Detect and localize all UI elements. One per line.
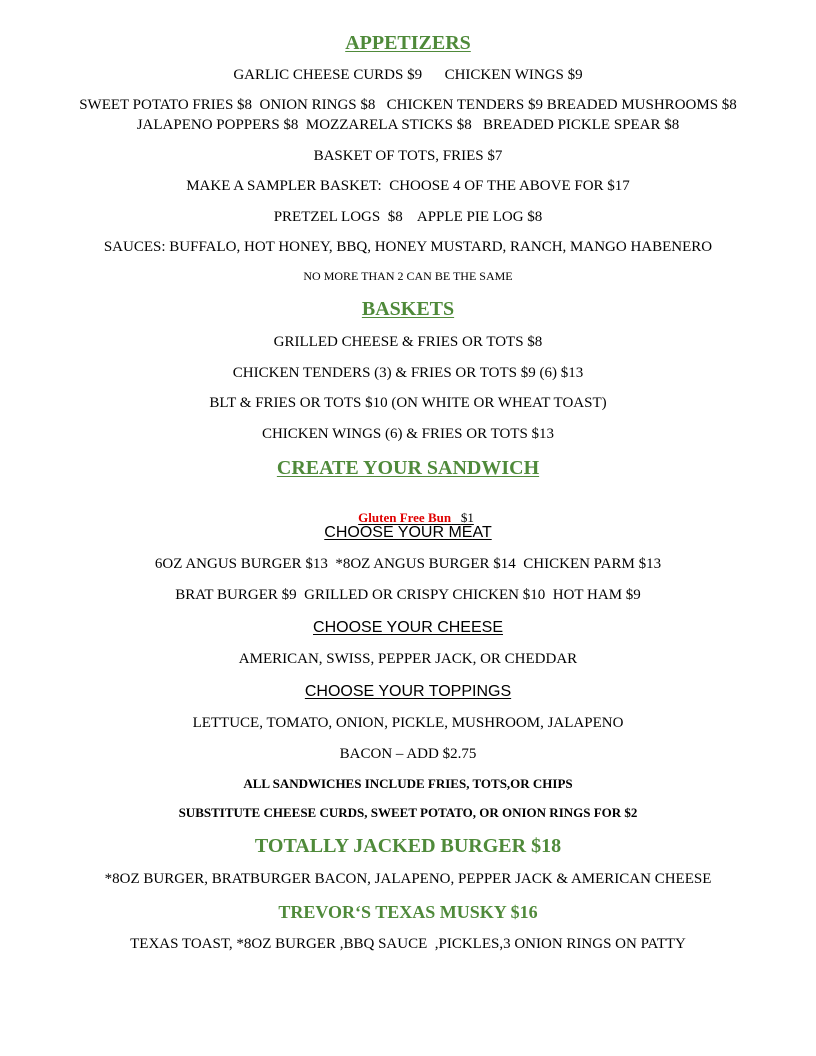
appetizers-line-4: BASKET OF TOTS, FRIES $7: [313, 148, 503, 164]
baskets-line-1: GRILLED CHEESE & FRIES OR TOTS $8: [273, 334, 543, 350]
texas-musky-heading: TREVOR‘S TEXAS MUSKY $16: [278, 902, 538, 922]
appetizers-heading: APPETIZERS: [345, 32, 471, 54]
gluten-free-label: Gluten Free Bun: [358, 510, 452, 525]
sauces-note: NO MORE THAN 2 CAN BE THE SAME: [303, 269, 513, 283]
cheese-line: AMERICAN, SWISS, PEPPER JACK, OR CHEDDAR: [238, 651, 578, 667]
texas-musky-description: TEXAS TOAST, *8OZ BURGER ,BBQ SAUCE ,PICKLES,3 ONION RINGS ON PATTY: [130, 936, 686, 952]
bacon-line: BACON – ADD $2.75: [339, 746, 477, 762]
jacked-burger-description: *8OZ BURGER, BRATBURGER BACON, JALAPENO, PEPPER JACK & AMERICAN CHEESE: [104, 871, 712, 887]
baskets-line-4: CHICKEN WINGS (6) & FRIES OR TOTS $13: [261, 426, 555, 442]
appetizers-line-3: JALAPENO POPPERS $8 MOZZARELA STICKS $8 BREADED PICKLE SPEAR $8: [136, 117, 680, 133]
gluten-free-bun-option: [358, 510, 474, 525]
choose-toppings-heading: CHOOSE YOUR TOPPINGS: [304, 683, 512, 700]
baskets-heading: BASKETS: [361, 298, 455, 320]
sandwich-substitute-note: SUBSTITUTE CHEESE CURDS, SWEET POTATO, OR ONION RINGS FOR $2: [178, 805, 638, 820]
appetizers-line-5: MAKE A SAMPLER BASKET: CHOOSE 4 OF THE ABOVE FOR $17: [186, 178, 630, 194]
appetizers-line-6: PRETZEL LOGS $8 APPLE PIE LOG $8: [273, 209, 543, 225]
sandwich-heading: CREATE YOUR SANDWICH: [276, 457, 540, 479]
sauces-line: SAUCES: BUFFALO, HOT HONEY, BBQ, HONEY MUSTARD, RANCH, MANGO HABENERO: [103, 239, 713, 255]
appetizers-line-1: GARLIC CHEESE CURDS $9 CHICKEN WINGS $9: [233, 67, 583, 83]
meat-line-2: BRAT BURGER $9 GRILLED OR CRISPY CHICKEN $10 HOT HAM $9: [175, 587, 641, 603]
gluten-free-price: $1: [460, 510, 474, 525]
baskets-line-3: BLT & FRIES OR TOTS $10 (ON WHITE OR WHEAT TOAST): [209, 395, 607, 411]
toppings-line: LETTUCE, TOMATO, ONION, PICKLE, MUSHROOM, JALAPENO: [192, 715, 624, 731]
meat-line-1: 6OZ ANGUS BURGER $13 *8OZ ANGUS BURGER $14 CHICKEN PARM $13: [154, 556, 662, 572]
choose-cheese-heading: CHOOSE YOUR CHEESE: [313, 619, 503, 636]
choose-meat-heading: CHOOSE YOUR MEAT: [324, 524, 492, 541]
sandwich-includes-note: ALL SANDWICHES INCLUDE FRIES, TOTS,OR CHIPS: [243, 776, 573, 791]
jacked-burger-heading: TOTALLY JACKED BURGER $18: [254, 835, 562, 857]
baskets-line-2: CHICKEN TENDERS (3) & FRIES OR TOTS $9 (6) $13: [232, 365, 584, 381]
appetizers-line-2: SWEET POTATO FRIES $8 ONION RINGS $8 CHICKEN TENDERS $9 BREADED MUSHROOMS $8: [79, 97, 737, 113]
